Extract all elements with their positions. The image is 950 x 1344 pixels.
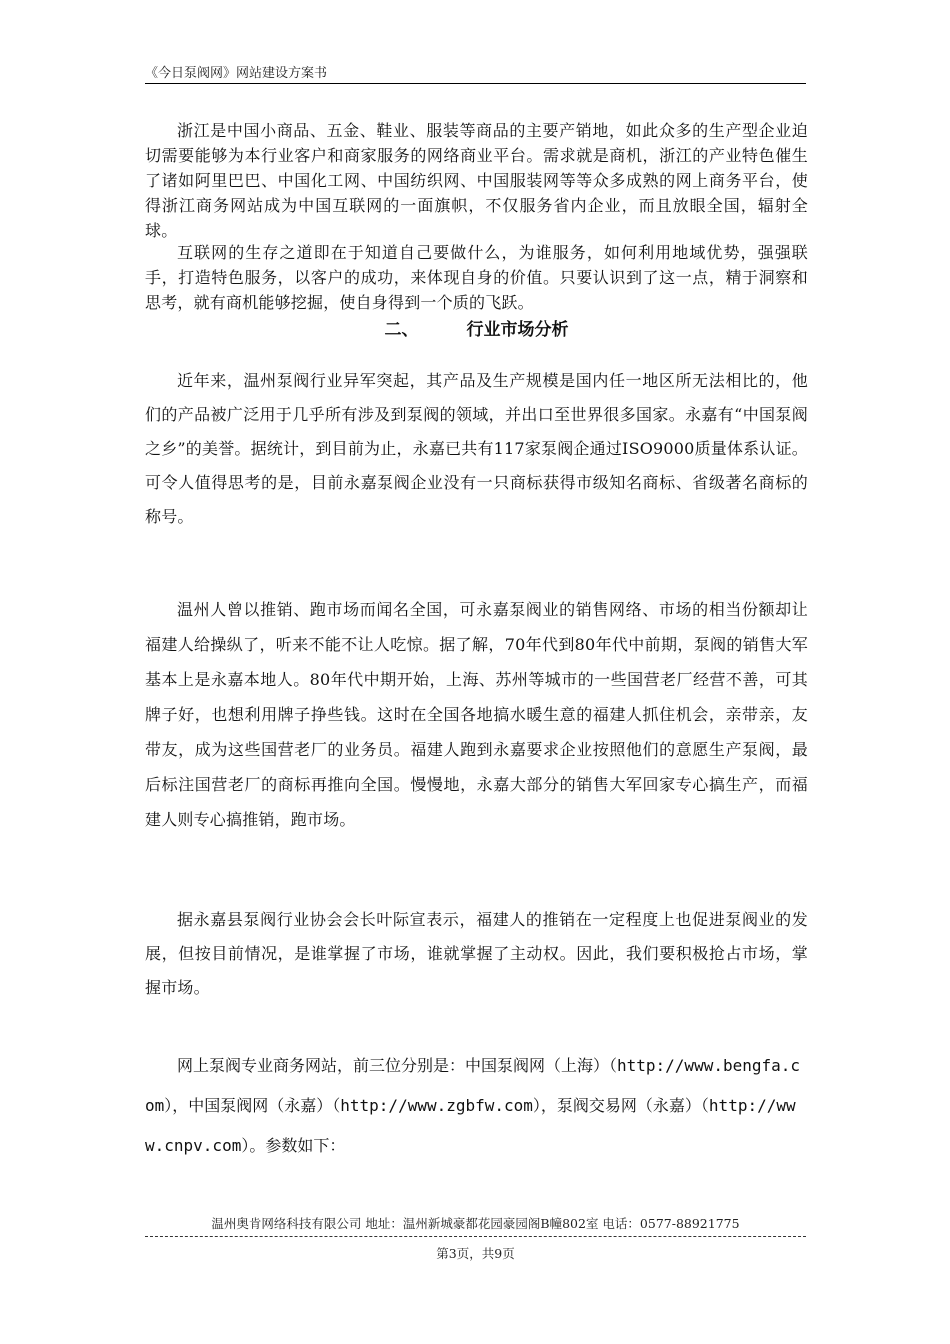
paragraph-association-statement: 据永嘉县泵阀行业协会会长叶际宣表示，福建人的推销在一定程度上也促进泵阀业的发展，但按目前情况，是谁掌握了市场，谁就掌握了主动权。因此，我们要积极抢占市场，掌握市场。 [145,910,808,997]
paragraph-fujian-sales: 温州人曾以推销、跑市场而闻名全国，可永嘉泵阀业的销售网络、市场的相当份额却让福建人给操纵了，听来不能不让人吃惊。据了解，70年代到80年代中前期，泵阀的销售大军基本上是永嘉本地人。80年代中期开始，上海、苏州等城市的一些国营老厂经营不善，可其牌子好，也想利用牌子挣些钱。这时在全国各地搞水暖生意的福建人抓住机会，亲带亲，友带友，成为这些国营老厂的业务员。福建人跑到永嘉要求企业按照他们的意愿生产泵阀，最后标注国营老厂的商标再推向全国。慢慢地，永嘉大部分的销售大军回家专心搞生产，而福建人则专心搞推销，跑市场。 [145,600,808,829]
footer-divider [145,1236,806,1237]
section-title: 行业市场分析 [466,320,569,340]
header-divider [145,83,806,84]
paragraph-competitor-websites: 网上泵阀专业商务网站，前三位分别是：中国泵阀网（上海）（http://www.bengfa.com），中国泵阀网（永嘉）（http://www.zgbfw.com），泵阀交易网（永嘉）（http://www.cnpv.com）。参数如下： [145,1056,801,1155]
section-number: 二、 [384,320,419,340]
footer-company-info: 温州奥肯网络科技有限公司 地址：温州新城豪都花园豪园阁B幢802室 电话：0577-88921775 [211,1216,740,1231]
paragraph-wenzhou-industry: 近年来，温州泵阀行业异军突起，其产品及生产规模是国内任一地区所无法相比的，他们的产品被广泛用于几乎所有涉及到泵阀的领域，并出口至世界很多国家。永嘉有“中国泵阀之乡”的美誉。据统计，到目前为止，永嘉已共有117家泵阀企通过ISO9000质量体系认证。可令人值得思考的是，目前永嘉泵阀企业没有一只商标获得市级知名商标、省级著名商标的称号。 [145,371,808,526]
page-header-title: 《今日泵阀网》网站建设方案书 [145,66,328,81]
paragraph-internet-survival: 互联网的生存之道即在于知道自己要做什么，为谁服务，如何利用地域优势，强强联手，打造特色服务，以客户的成功，来体现自身的价值。只要认识到了这一点，精于洞察和思考，就有商机能够挖掘，使自身得到一个质的飞跃。 [145,243,808,312]
section-heading [145,318,808,342]
footer-page-number: 第3页，共9页 [436,1246,515,1261]
paragraph-zhejiang-market: 浙江是中国小商品、五金、鞋业、服装等商品的主要产销地，如此众多的生产型企业迫切需要能够为本行业客户和商家服务的网络商业平台。需求就是商机，浙江的产业特色催生了诸如阿里巴巴、中国化工网、中国纺织网、中国服装网等等众多成熟的网上商务平台，使得浙江商务网站成为中国互联网的一面旗帜，不仅服务省内企业，而且放眼全国，辐射全球。 [145,121,808,240]
